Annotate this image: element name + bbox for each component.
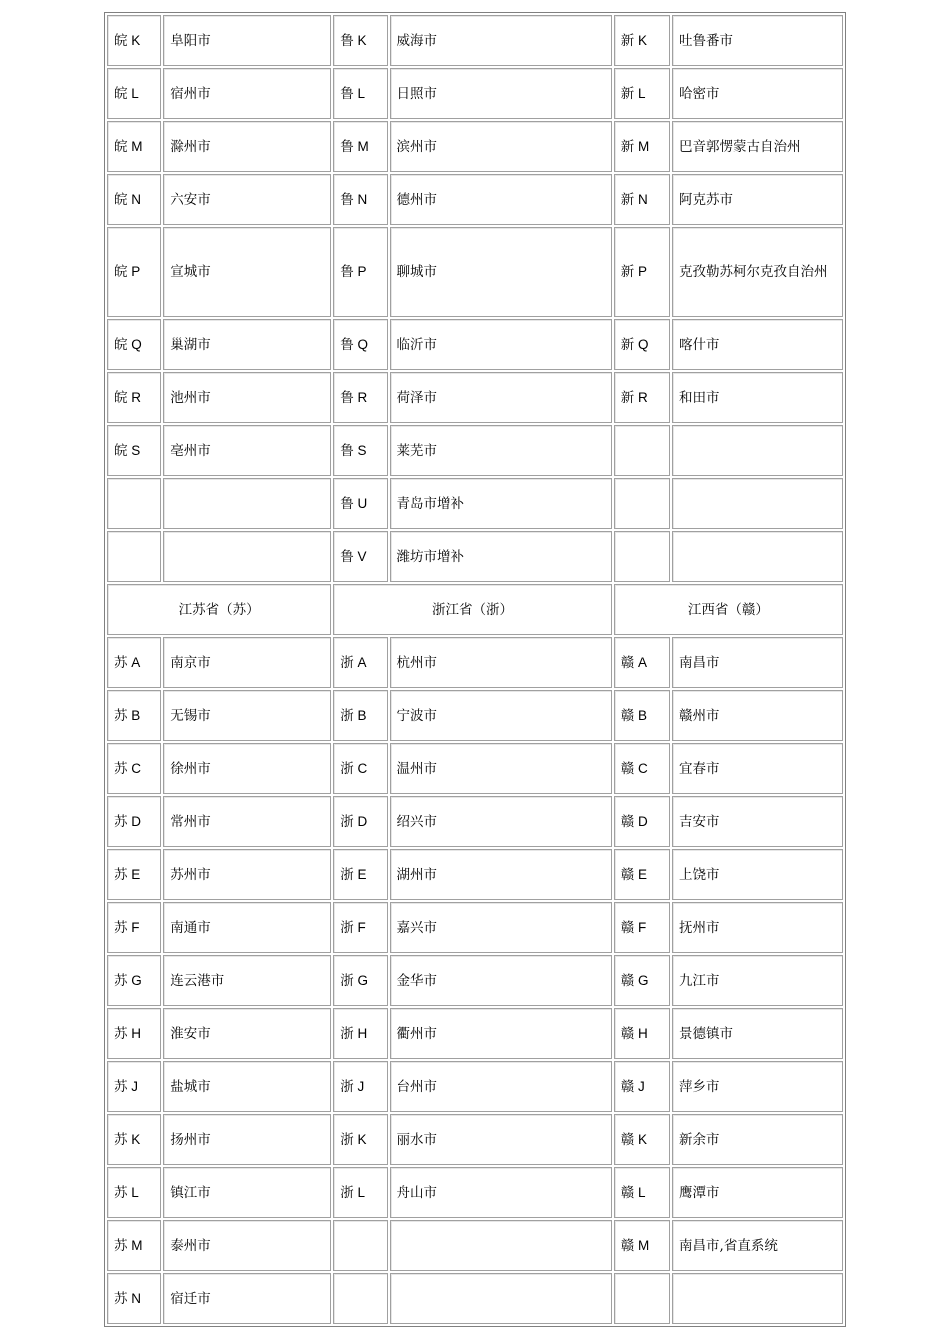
province-header-zhejiang: 浙江省（浙） — [333, 584, 612, 635]
city-name-cell: 新余市 — [672, 1114, 843, 1165]
city-name-cell: 德州市 — [390, 174, 612, 225]
plate-code-cell — [107, 531, 161, 582]
plate-code-cell: 浙 J — [333, 1061, 387, 1112]
plate-code-cell: 浙 D — [333, 796, 387, 847]
plate-code-cell: 浙 K — [333, 1114, 387, 1165]
plate-code-cell: 赣 G — [614, 955, 670, 1006]
table-row — [107, 1061, 843, 1112]
table-row — [107, 1220, 843, 1271]
city-name-cell: 泰州市 — [163, 1220, 331, 1271]
city-name-cell: 台州市 — [390, 1061, 612, 1112]
city-name-cell: 吐鲁番市 — [672, 15, 843, 66]
city-name-cell: 荷泽市 — [390, 372, 612, 423]
plate-code-cell: 皖 K — [107, 15, 161, 66]
plate-code-cell — [614, 1273, 670, 1324]
city-name-cell — [163, 531, 331, 582]
table-row — [107, 849, 843, 900]
province-header-jiangxi: 江西省（赣） — [614, 584, 843, 635]
city-name-cell: 温州市 — [390, 743, 612, 794]
city-name-cell: 六安市 — [163, 174, 331, 225]
city-name-cell: 池州市 — [163, 372, 331, 423]
city-name-cell — [390, 1220, 612, 1271]
plate-code-cell: 苏 E — [107, 849, 161, 900]
plate-code-cell: 苏 C — [107, 743, 161, 794]
plate-code-cell: 新 L — [614, 68, 670, 119]
plate-code-cell: 浙 L — [333, 1167, 387, 1218]
city-name-cell — [163, 478, 331, 529]
plate-code-cell: 新 M — [614, 121, 670, 172]
plate-code-cell: 鲁 V — [333, 531, 387, 582]
city-name-cell: 绍兴市 — [390, 796, 612, 847]
city-name-cell: 威海市 — [390, 15, 612, 66]
plate-code-cell — [614, 478, 670, 529]
plate-code-cell: 皖 N — [107, 174, 161, 225]
city-name-cell: 巢湖市 — [163, 319, 331, 370]
plate-code-cell: 苏 K — [107, 1114, 161, 1165]
plate-code-cell: 苏 J — [107, 1061, 161, 1112]
plate-code-cell: 苏 L — [107, 1167, 161, 1218]
plate-code-cell: 苏 H — [107, 1008, 161, 1059]
table-row — [107, 743, 843, 794]
plate-code-cell: 皖 R — [107, 372, 161, 423]
plate-code-cell: 苏 A — [107, 637, 161, 688]
table-row — [107, 531, 843, 582]
city-name-cell: 潍坊市增补 — [390, 531, 612, 582]
table-row — [107, 227, 843, 317]
city-name-cell: 和田市 — [672, 372, 843, 423]
city-name-cell: 南昌市,省直系统 — [672, 1220, 843, 1271]
city-name-cell: 巴音郭愣蒙古自治州 — [672, 121, 843, 172]
table-row — [107, 15, 843, 66]
plate-code-cell: 赣 K — [614, 1114, 670, 1165]
table-row — [107, 796, 843, 847]
city-name-cell: 南京市 — [163, 637, 331, 688]
table-row — [107, 955, 843, 1006]
province-header-jiangsu: 江苏省（苏） — [107, 584, 331, 635]
city-name-cell: 嘉兴市 — [390, 902, 612, 953]
city-name-cell: 莱芜市 — [390, 425, 612, 476]
city-name-cell: 苏州市 — [163, 849, 331, 900]
plate-code-cell: 浙 E — [333, 849, 387, 900]
plate-code-cell — [333, 1273, 387, 1324]
plate-code-cell: 皖 L — [107, 68, 161, 119]
city-name-cell: 吉安市 — [672, 796, 843, 847]
city-name-cell: 日照市 — [390, 68, 612, 119]
plate-code-cell: 浙 B — [333, 690, 387, 741]
city-name-cell: 哈密市 — [672, 68, 843, 119]
table-row — [107, 319, 843, 370]
city-name-cell: 宣城市 — [163, 227, 331, 317]
city-name-cell: 赣州市 — [672, 690, 843, 741]
plate-code-cell: 赣 A — [614, 637, 670, 688]
city-name-cell: 杭州市 — [390, 637, 612, 688]
table-row — [107, 690, 843, 741]
city-name-cell: 镇江市 — [163, 1167, 331, 1218]
plate-table-body — [107, 15, 843, 1324]
plate-code-cell: 新 K — [614, 15, 670, 66]
city-name-cell: 宿迁市 — [163, 1273, 331, 1324]
city-name-cell: 九江市 — [672, 955, 843, 1006]
plate-code-cell: 新 Q — [614, 319, 670, 370]
plate-code-cell: 苏 M — [107, 1220, 161, 1271]
plate-code-cell: 赣 D — [614, 796, 670, 847]
plate-code-cell: 皖 S — [107, 425, 161, 476]
table-row — [107, 478, 843, 529]
table-row — [107, 1167, 843, 1218]
city-name-cell: 宿州市 — [163, 68, 331, 119]
plate-code-cell: 鲁 M — [333, 121, 387, 172]
plate-code-cell: 鲁 P — [333, 227, 387, 317]
city-name-cell: 抚州市 — [672, 902, 843, 953]
city-name-cell: 扬州市 — [163, 1114, 331, 1165]
province-header-row — [107, 584, 843, 635]
plate-code-cell — [333, 1220, 387, 1271]
city-name-cell — [672, 531, 843, 582]
plate-code-cell: 新 N — [614, 174, 670, 225]
city-name-cell: 临沂市 — [390, 319, 612, 370]
city-name-cell: 金华市 — [390, 955, 612, 1006]
city-name-cell: 上饶市 — [672, 849, 843, 900]
city-name-cell — [672, 478, 843, 529]
city-name-cell: 鹰潭市 — [672, 1167, 843, 1218]
plate-code-cell: 赣 M — [614, 1220, 670, 1271]
city-name-cell: 无锡市 — [163, 690, 331, 741]
city-name-cell: 克孜勒苏柯尔克孜自治州 — [672, 227, 843, 317]
city-name-cell: 聊城市 — [390, 227, 612, 317]
city-name-cell: 滨州市 — [390, 121, 612, 172]
license-plate-table — [104, 12, 846, 1327]
table-row — [107, 1008, 843, 1059]
city-name-cell: 喀什市 — [672, 319, 843, 370]
plate-code-cell: 苏 D — [107, 796, 161, 847]
city-name-cell: 南昌市 — [672, 637, 843, 688]
city-name-cell: 盐城市 — [163, 1061, 331, 1112]
plate-code-cell: 鲁 S — [333, 425, 387, 476]
plate-code-cell: 苏 N — [107, 1273, 161, 1324]
city-name-cell: 湖州市 — [390, 849, 612, 900]
city-name-cell: 景德镇市 — [672, 1008, 843, 1059]
plate-code-cell: 鲁 K — [333, 15, 387, 66]
city-name-cell: 徐州市 — [163, 743, 331, 794]
plate-code-cell: 苏 G — [107, 955, 161, 1006]
plate-code-cell: 鲁 R — [333, 372, 387, 423]
city-name-cell: 宁波市 — [390, 690, 612, 741]
plate-code-cell: 鲁 U — [333, 478, 387, 529]
table-row — [107, 425, 843, 476]
plate-code-cell: 赣 J — [614, 1061, 670, 1112]
city-name-cell: 阜阳市 — [163, 15, 331, 66]
plate-code-cell: 赣 H — [614, 1008, 670, 1059]
city-name-cell — [672, 1273, 843, 1324]
city-name-cell: 青岛市增补 — [390, 478, 612, 529]
plate-code-cell: 赣 E — [614, 849, 670, 900]
city-name-cell: 滁州市 — [163, 121, 331, 172]
city-name-cell: 连云港市 — [163, 955, 331, 1006]
plate-code-cell: 新 P — [614, 227, 670, 317]
table-row — [107, 1273, 843, 1324]
city-name-cell — [390, 1273, 612, 1324]
city-name-cell: 亳州市 — [163, 425, 331, 476]
city-name-cell: 丽水市 — [390, 1114, 612, 1165]
plate-code-cell: 鲁 Q — [333, 319, 387, 370]
city-name-cell: 衢州市 — [390, 1008, 612, 1059]
plate-code-cell: 鲁 N — [333, 174, 387, 225]
plate-code-cell — [107, 478, 161, 529]
plate-code-cell: 皖 M — [107, 121, 161, 172]
city-name-cell: 淮安市 — [163, 1008, 331, 1059]
plate-code-cell: 赣 L — [614, 1167, 670, 1218]
city-name-cell — [672, 425, 843, 476]
table-row — [107, 902, 843, 953]
plate-code-cell: 苏 F — [107, 902, 161, 953]
plate-code-cell: 鲁 L — [333, 68, 387, 119]
plate-code-cell: 赣 C — [614, 743, 670, 794]
city-name-cell: 萍乡市 — [672, 1061, 843, 1112]
table-row — [107, 68, 843, 119]
table-row — [107, 372, 843, 423]
table-row — [107, 637, 843, 688]
plate-code-cell: 浙 F — [333, 902, 387, 953]
city-name-cell: 阿克苏市 — [672, 174, 843, 225]
plate-code-cell: 浙 H — [333, 1008, 387, 1059]
plate-code-cell: 赣 B — [614, 690, 670, 741]
city-name-cell: 南通市 — [163, 902, 331, 953]
table-row — [107, 121, 843, 172]
plate-code-cell: 皖 Q — [107, 319, 161, 370]
city-name-cell: 常州市 — [163, 796, 331, 847]
plate-code-cell: 浙 C — [333, 743, 387, 794]
plate-code-cell: 赣 F — [614, 902, 670, 953]
city-name-cell: 宜春市 — [672, 743, 843, 794]
plate-code-cell — [614, 425, 670, 476]
plate-code-cell: 苏 B — [107, 690, 161, 741]
plate-code-cell: 浙 A — [333, 637, 387, 688]
plate-code-cell — [614, 531, 670, 582]
table-row — [107, 1114, 843, 1165]
plate-code-cell: 皖 P — [107, 227, 161, 317]
plate-code-cell: 新 R — [614, 372, 670, 423]
city-name-cell: 舟山市 — [390, 1167, 612, 1218]
table-row — [107, 174, 843, 225]
plate-code-cell: 浙 G — [333, 955, 387, 1006]
